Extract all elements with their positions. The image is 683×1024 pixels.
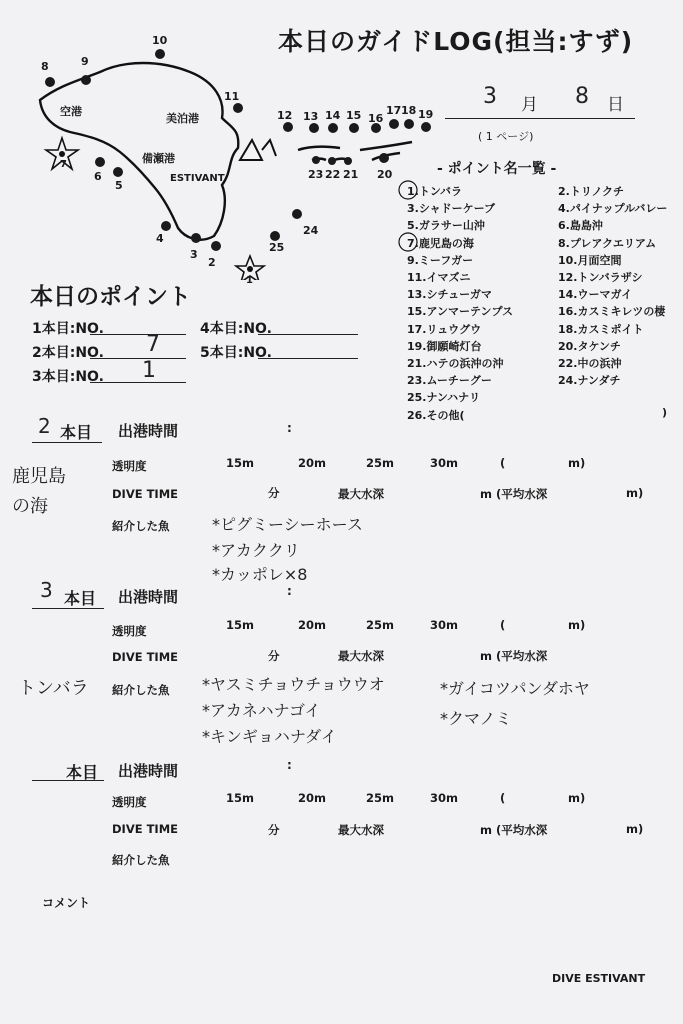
section2-vis-unit: m) (568, 618, 586, 632)
section3-fish-label: 紹介した魚 (112, 853, 170, 867)
island-outline (40, 63, 238, 240)
section3-vis-30: 30m (430, 791, 458, 805)
section2-fish-item: *ガイコツパンダホヤ (440, 679, 590, 698)
point-item: 4.パイナップルバレー (558, 202, 668, 216)
point-item: 2.トリノクチ (558, 185, 625, 198)
section2-fish-item: *キンギョハナダイ (202, 727, 337, 746)
section2-dive-underline (32, 608, 104, 609)
dive-point-marker (233, 103, 243, 113)
section1-avg-unit: m) (626, 486, 644, 500)
map-number: 17 (386, 104, 402, 117)
point-item: 8.プレアクエリアム (558, 236, 657, 250)
dive-point-marker (95, 157, 105, 167)
section2-vis-20: 20m (298, 618, 326, 632)
map-label-estivant: ESTIVANT (170, 173, 225, 184)
section2-vis-30: 30m (430, 618, 458, 632)
section1-vis-15: 15m (226, 456, 254, 470)
dive2-slot-label: 2本目:NO. (32, 345, 104, 361)
map-number: 13 (303, 110, 319, 123)
section2-minutes: 分 (268, 649, 280, 663)
map-number: 6 (94, 170, 102, 183)
point-item: 13.シチューガマ (407, 288, 492, 302)
star-marker-center (247, 266, 253, 272)
map-number: 25 (269, 241, 285, 254)
point-item: 7.鹿児島の海 (407, 236, 474, 250)
point-item: 12.トンバラザシ (558, 271, 643, 285)
map-label-bise-port: 備瀬港 (142, 152, 175, 165)
map-number: 18 (401, 104, 417, 117)
islet-shape (240, 140, 262, 160)
section1-fish-item: *ピグミーシーホース (212, 515, 363, 534)
map-number: 15 (346, 109, 362, 122)
section1-minutes: 分 (268, 486, 280, 500)
section3-vis-25: 25m (366, 791, 394, 805)
dive-point-marker (312, 156, 320, 164)
map-label-airport: 空港 (60, 105, 82, 118)
map-number: 2 (208, 256, 216, 269)
section1-vis-30: 30m (430, 456, 458, 470)
dive-point-marker (379, 153, 389, 163)
dive-point-marker (191, 233, 201, 243)
islet-shape (262, 140, 276, 156)
dive2-slot-value: 7 (146, 332, 160, 357)
map-number: 19 (418, 108, 434, 121)
point-item: 5.ガラサー山沖 (407, 219, 485, 233)
map-number: 5 (115, 179, 123, 192)
map-number: 24 (303, 224, 319, 237)
dive-point-marker (81, 75, 91, 85)
dive3-slot-value: 1 (142, 358, 156, 383)
map-number: 12 (277, 109, 293, 122)
point-item: 1.トンバラ (407, 185, 463, 198)
dive-point-marker (155, 49, 165, 59)
date-day: 8 (575, 84, 589, 109)
point-item: 18.カスミポイト (558, 322, 644, 336)
reef-line (298, 147, 340, 150)
section2-dive-number: 3 (40, 578, 53, 602)
dive-point-marker (211, 241, 221, 251)
dive-point-marker (344, 157, 352, 165)
dive-point-marker (404, 119, 414, 129)
section3-divetime-label: DIVE TIME (112, 822, 179, 836)
page-number: ( 1 ページ) (478, 130, 534, 143)
dive-point-marker (161, 221, 171, 231)
section2-vis-paren: ( (500, 618, 506, 632)
dive-point-marker (309, 123, 319, 133)
dive-point-marker (421, 122, 431, 132)
map-number: 23 (308, 168, 324, 181)
map-number: 7 (60, 159, 67, 170)
section1-fish-item: *カッポレ×8 (212, 565, 308, 584)
section1-site-name: 鹿児島の海 (12, 466, 66, 517)
section1-fish-label: 紹介した魚 (112, 519, 170, 533)
point-item: 24.ナンダチ (558, 374, 621, 388)
section2-fish-item: *アカネハナゴイ (202, 701, 321, 720)
section1-vis-paren: ( (500, 456, 506, 470)
map-number: 3 (190, 248, 198, 261)
section2-vis-25: 25m (366, 618, 394, 632)
map-number: 11 (224, 90, 240, 103)
section1-dive-suffix: 本目 (60, 423, 93, 442)
map-number: 14 (325, 109, 341, 122)
section3-max-depth: 最大水深 (338, 823, 384, 837)
point-item: 10.月面空間 (558, 253, 622, 267)
point-item: 6.島島沖 (558, 219, 603, 233)
date-month: 3 (483, 84, 497, 109)
section3-departure-label: 出港時間 (118, 762, 179, 780)
dive1-slot-label: 1本目:NO. (32, 321, 104, 337)
comment-label: コメント (42, 896, 91, 910)
point-item: 19.御願崎灯台 (407, 339, 482, 353)
points-heading: 本日のポイント (30, 284, 191, 310)
dive1-slot-line (90, 334, 186, 335)
section3-dive-underline (32, 780, 104, 781)
dive-point-marker (328, 123, 338, 133)
point-item: 20.タケンチ (558, 339, 621, 353)
dive3-slot-line (90, 382, 186, 383)
section3-dive-suffix: 本目 (66, 763, 99, 782)
dive5-slot-line (258, 358, 358, 359)
dive-point-marker (292, 209, 302, 219)
map-number: 22 (325, 168, 341, 181)
dive-point-marker (283, 122, 293, 132)
map-number: 20 (377, 168, 393, 181)
dive4-slot-label: 4本目:NO. (200, 321, 272, 337)
section1-visibility-label: 透明度 (112, 459, 147, 473)
map-number: 10 (152, 34, 168, 47)
section3-vis-15: 15m (226, 791, 254, 805)
dive-point-marker (113, 167, 123, 177)
point-item: 17.リュウグウ (407, 322, 482, 336)
section2-divetime-label: DIVE TIME (112, 650, 179, 664)
dive-point-marker (45, 77, 55, 87)
section2-site-name: トンバラ (18, 678, 89, 699)
dive4-slot-line (258, 334, 358, 335)
star-marker-center (59, 151, 65, 157)
section2-fish-label: 紹介した魚 (112, 683, 170, 697)
reef-line (360, 142, 412, 150)
map-number: 4 (156, 232, 164, 245)
section2-fish-item: *クマノミ (440, 709, 512, 728)
point-item: 16.カスミキレツの棲 (558, 305, 666, 319)
dive3-slot-label: 3本目:NO. (32, 369, 104, 385)
map-number: 8 (41, 60, 49, 73)
map-label-mihama-port: 美泊港 (166, 112, 199, 125)
point-item: 15.アンマーテンプス (407, 305, 514, 319)
section1-vis-25: 25m (366, 456, 394, 470)
dive-point-marker (349, 123, 359, 133)
dive-point-marker (389, 119, 399, 129)
section2-fish-item: *ヤスミチョウチョウウオ (202, 675, 385, 694)
section2-max-depth: 最大水深 (338, 649, 384, 663)
dive2-slot-line (90, 358, 186, 359)
section1-fish-item: *アカククリ (212, 541, 300, 560)
map-number: 21 (343, 168, 359, 181)
point-item: 21.ハテの浜沖の沖 (407, 357, 504, 371)
section3-vis-20: 20m (298, 791, 326, 805)
section2-dive-suffix: 本目 (64, 589, 97, 608)
section3-departure-colon: : (287, 758, 292, 772)
point-item: 14.ウーマガイ (558, 288, 633, 302)
map-number: 1 (246, 275, 253, 286)
point-list-close: ) (662, 406, 668, 419)
map-number: 16 (368, 112, 384, 125)
date-day-label: 日 (607, 95, 624, 115)
section3-vis-paren: ( (500, 791, 506, 805)
point-item: 11.イマズニ (407, 271, 471, 285)
section1-vis-20: 20m (298, 456, 326, 470)
date-month-label: 月 (521, 95, 538, 115)
section1-max-depth: 最大水深 (338, 487, 384, 501)
section1-divetime-label: DIVE TIME (112, 487, 179, 501)
section1-departure-colon: : (287, 421, 292, 435)
section1-vis-unit: m) (568, 456, 586, 470)
section1-dive-number: 2 (38, 414, 51, 438)
section2-vis-15: 15m (226, 618, 254, 632)
dive5-slot-label: 5本目:NO. (200, 345, 272, 361)
point-item: 23.ムーチーグー (407, 374, 492, 388)
section2-departure-label: 出港時間 (118, 588, 179, 606)
log-title: 本日のガイドLOG(担当:すず) (278, 27, 634, 56)
section3-vis-unit: m) (568, 791, 586, 805)
point-list-right (558, 183, 667, 389)
dive-point-marker (328, 157, 336, 165)
dive-point-marker (270, 231, 280, 241)
section3-visibility-label: 透明度 (112, 795, 147, 809)
section3-avg-unit: m) (626, 822, 644, 836)
section3-avg-depth: m (平均水深 (480, 823, 548, 837)
section3-minutes: 分 (268, 823, 280, 837)
map-number: 9 (81, 55, 89, 68)
section1-departure-label: 出港時間 (118, 422, 179, 440)
section1-dive-underline (32, 442, 102, 443)
footer-brand: DIVE ESTIVANT (552, 972, 646, 985)
point-list-left (407, 183, 513, 424)
section2-visibility-label: 透明度 (112, 624, 147, 638)
point-item: 22.中の浜沖 (558, 357, 622, 371)
section1-avg-depth: m (平均水深 (480, 487, 548, 501)
point-item: 3.シャドーケーブ (407, 202, 496, 216)
point-item: 26.その他( (407, 408, 465, 422)
point-list-heading: - ポイント名一覧 - (437, 161, 557, 177)
point-item: 9.ミーフガー (407, 253, 474, 267)
point-item: 25.ナンハナリ (407, 391, 481, 405)
section2-avg-depth: m (平均水深 (480, 649, 548, 663)
section2-departure-colon: : (287, 584, 292, 598)
dive-point-dots (45, 49, 434, 251)
